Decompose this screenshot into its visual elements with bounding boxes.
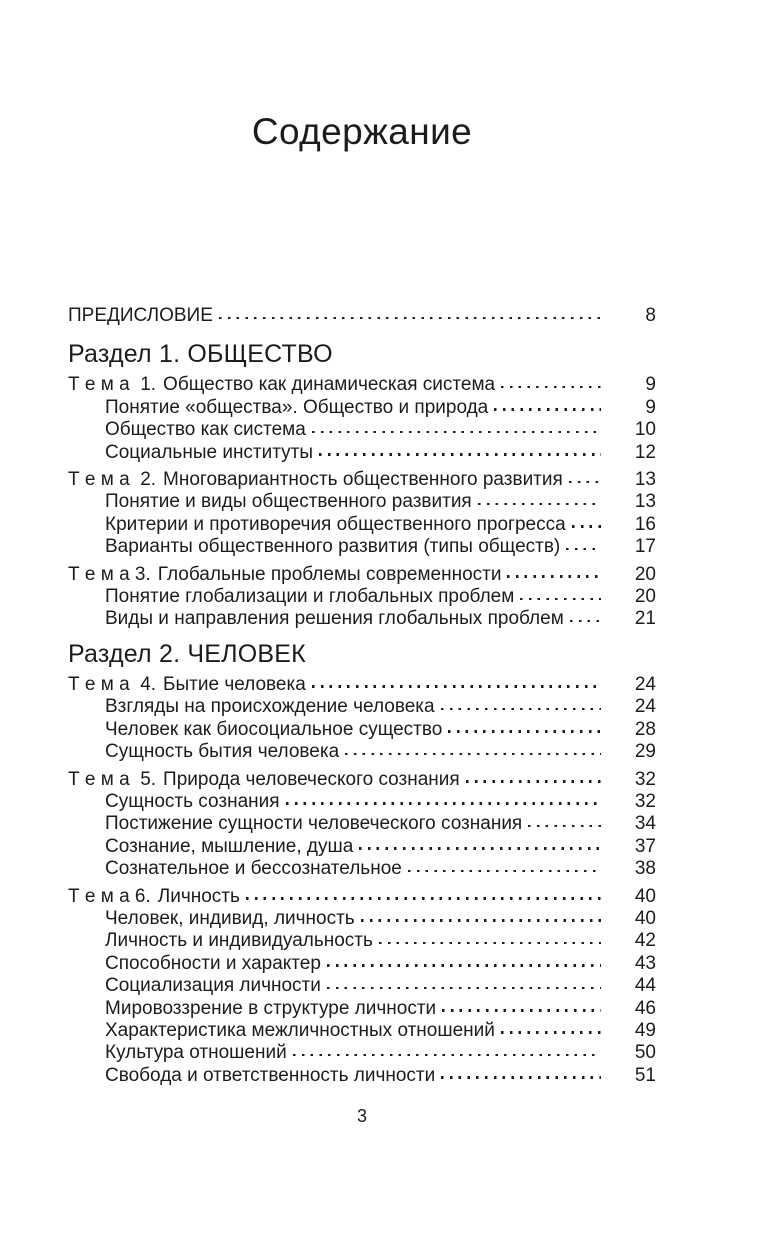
subtopic-page: 40 xyxy=(634,907,656,929)
subtopic-page: 37 xyxy=(634,835,656,857)
subtopic-page: 38 xyxy=(634,858,656,880)
toc-entry-theme[interactable] xyxy=(68,564,656,586)
subtopic-title: Понятие глобализации и глобальных проблем xyxy=(105,586,515,608)
theme-page: 20 xyxy=(634,563,656,585)
subtopic-page: 46 xyxy=(634,997,656,1019)
page-title: Содержание xyxy=(251,111,473,152)
subtopic-page: 16 xyxy=(634,513,656,535)
toc-entry-theme[interactable] xyxy=(68,374,656,396)
preface-label: ПРЕДИСЛОВИЕ xyxy=(68,305,213,326)
theme-label: Т е м а 4. xyxy=(68,673,157,695)
theme-title: Бытие человека xyxy=(163,673,306,695)
theme-subtopics xyxy=(68,491,656,558)
subtopic-page: 24 xyxy=(634,696,656,718)
toc-entry-subtopic[interactable] xyxy=(68,514,656,536)
theme-subtopics xyxy=(68,397,656,464)
toc-entry-subtopic[interactable] xyxy=(68,975,656,997)
theme-title: Глобальные проблемы современности xyxy=(157,563,502,585)
toc-entry-subtopic[interactable] xyxy=(68,1042,656,1064)
toc-entry-subtopic[interactable] xyxy=(68,397,656,419)
toc-entry-theme[interactable] xyxy=(68,769,656,791)
theme-title: Общество как динамическая система xyxy=(163,374,496,396)
theme-page: 9 xyxy=(645,374,656,396)
toc-entry-subtopic[interactable] xyxy=(68,491,656,513)
subtopic-title: Мировоззрение в структуре личности xyxy=(105,997,437,1019)
subtopic-title: Личность и индивидуальность xyxy=(105,930,373,952)
toc-entry-subtopic[interactable] xyxy=(68,536,656,558)
preface-page: 8 xyxy=(645,305,656,326)
section-title: Раздел 2. ЧЕЛОВЕК xyxy=(68,639,306,668)
theme-title: Личность xyxy=(157,885,240,907)
subtopic-title: Взгляды на происхождение человека xyxy=(105,696,435,718)
subtopic-title: Понятие «общества». Общество и природа xyxy=(105,396,489,418)
subtopic-page: 28 xyxy=(634,718,656,740)
theme-label: Т е м а 5. xyxy=(68,768,157,790)
theme-subtopics xyxy=(68,908,656,1087)
theme-subtopics xyxy=(68,696,656,763)
theme-subtopics xyxy=(68,791,656,881)
section-themes xyxy=(68,674,656,1087)
theme-label: Т е м а 2. xyxy=(68,469,157,491)
theme-label: Т е м а 1. xyxy=(68,374,157,396)
toc-entry-subtopic[interactable] xyxy=(68,953,656,975)
toc-entry-subtopic[interactable] xyxy=(68,791,656,813)
toc-entry-subtopic[interactable] xyxy=(68,930,656,952)
subtopic-title: Социализация личности xyxy=(105,975,321,997)
toc-theme-group xyxy=(68,564,656,631)
theme-label: Т е м а 6. xyxy=(68,885,151,907)
subtopic-title: Сущность сознания xyxy=(105,790,280,812)
subtopic-page: 49 xyxy=(634,1019,656,1041)
toc-entry-subtopic[interactable] xyxy=(68,696,656,718)
subtopic-title: Общество как система xyxy=(105,419,306,441)
table-of-contents xyxy=(68,305,656,1087)
theme-page: 40 xyxy=(634,885,656,907)
toc-entry-subtopic[interactable] xyxy=(68,419,656,441)
subtopic-title: Постижение сущности человеческого сознания xyxy=(105,813,523,835)
toc-entry-subtopic[interactable] xyxy=(68,998,656,1020)
toc-entry-subtopic[interactable] xyxy=(68,741,656,763)
theme-subtopics xyxy=(68,586,656,631)
theme-title: Многовариантность общественного развития xyxy=(163,469,563,491)
subtopic-page: 13 xyxy=(634,491,656,513)
toc-entry-subtopic[interactable] xyxy=(68,1020,656,1042)
theme-page: 13 xyxy=(634,469,656,491)
subtopic-page: 17 xyxy=(634,536,656,558)
subtopic-title: Критерии и противоречия общественного прогресса xyxy=(105,513,566,535)
toc-sections xyxy=(68,339,656,1087)
toc-theme-group xyxy=(68,886,656,1088)
subtopic-title: Сознание, мышление, душа xyxy=(105,835,354,857)
subtopic-page: 29 xyxy=(634,741,656,763)
toc-entry-preface[interactable] xyxy=(68,305,656,327)
subtopic-title: Варианты общественного развития (типы обществ) xyxy=(105,536,561,558)
theme-page: 32 xyxy=(634,768,656,790)
toc-entry-theme[interactable] xyxy=(68,469,656,491)
subtopic-page: 50 xyxy=(634,1042,656,1064)
subtopic-page: 43 xyxy=(634,952,656,974)
section-title: Раздел 1. ОБЩЕСТВО xyxy=(68,340,333,369)
toc-entry-subtopic[interactable] xyxy=(68,719,656,741)
toc-theme-group xyxy=(68,674,656,764)
toc-entry-subtopic[interactable] xyxy=(68,608,656,630)
subtopic-title: Сознательное и бессознательное xyxy=(105,858,402,880)
folio-page-number: 3 xyxy=(356,1106,367,1126)
theme-title: Природа человеческого сознания xyxy=(163,768,460,790)
toc-theme-group xyxy=(68,374,656,464)
toc-theme-group xyxy=(68,469,656,559)
subtopic-title: Социальные институты xyxy=(105,441,314,463)
toc-entry-subtopic[interactable] xyxy=(68,858,656,880)
subtopic-title: Характеристика межличностных отношений xyxy=(105,1019,495,1041)
subtopic-page: 20 xyxy=(634,586,656,608)
toc-section xyxy=(68,639,656,1087)
toc-theme-group xyxy=(68,769,656,881)
subtopic-title: Способности и характер xyxy=(105,952,321,974)
subtopic-page: 44 xyxy=(634,975,656,997)
subtopic-title: Понятие и виды общественного развития xyxy=(105,491,472,513)
page-footer xyxy=(68,1106,656,1127)
subtopic-page: 21 xyxy=(634,608,656,630)
toc-entry-subtopic[interactable] xyxy=(68,813,656,835)
subtopic-title: Свобода и ответственность личности xyxy=(105,1064,436,1086)
subtopic-title: Человек, индивид, личность xyxy=(105,907,355,929)
toc-section xyxy=(68,339,656,630)
subtopic-title: Сущность бытия человека xyxy=(105,741,340,763)
subtopic-title: Виды и направления решения глобальных проблем xyxy=(105,608,564,630)
subtopic-page: 42 xyxy=(634,930,656,952)
theme-page: 24 xyxy=(634,673,656,695)
subtopic-page: 9 xyxy=(645,396,656,418)
toc-entry-subtopic[interactable] xyxy=(68,836,656,858)
subtopic-page: 10 xyxy=(634,419,656,441)
subtopic-title: Человек как биосоциальное существо xyxy=(105,718,443,740)
toc-entry-theme[interactable] xyxy=(68,886,656,908)
toc-entry-theme[interactable] xyxy=(68,674,656,696)
subtopic-page: 12 xyxy=(634,441,656,463)
subtopic-page: 32 xyxy=(634,790,656,812)
toc-entry-subtopic[interactable] xyxy=(68,586,656,608)
subtopic-title: Культура отношений xyxy=(105,1042,287,1064)
subtopic-page: 34 xyxy=(634,813,656,835)
toc-entry-subtopic[interactable] xyxy=(68,1065,656,1087)
theme-label: Т е м а 3. xyxy=(68,563,151,585)
section-themes xyxy=(68,374,656,630)
toc-entry-subtopic[interactable] xyxy=(68,908,656,930)
toc-entry-subtopic[interactable] xyxy=(68,442,656,464)
subtopic-page: 51 xyxy=(634,1064,656,1086)
